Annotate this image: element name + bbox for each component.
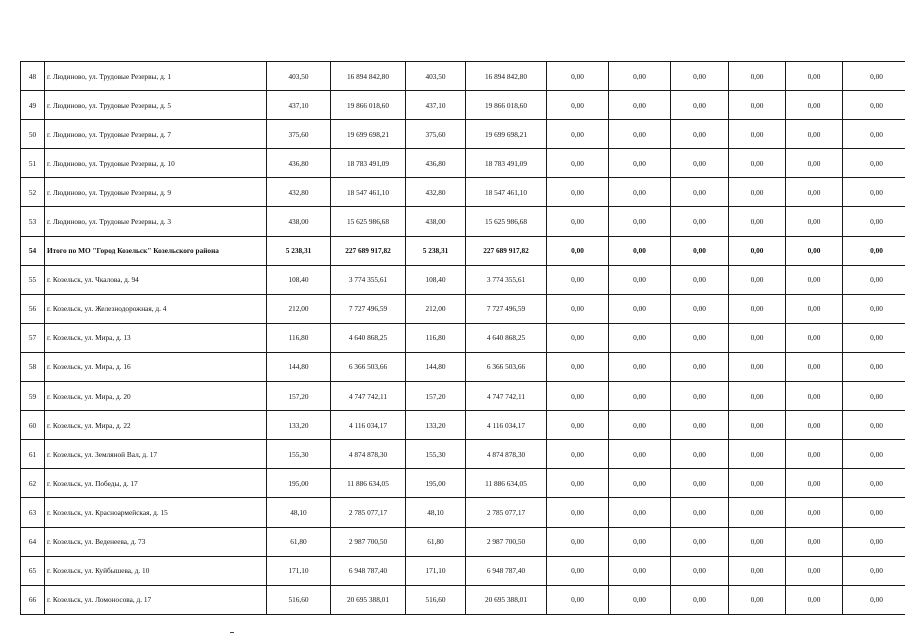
- zero-amount-cell: 0,00: [609, 323, 671, 352]
- zero-amount-cell: 0,00: [609, 585, 671, 614]
- amount-cell: 4 116 034,17: [331, 411, 406, 440]
- amount-cell: 18 547 461,10: [331, 178, 406, 207]
- zero-amount-cell: 0,00: [671, 294, 729, 323]
- zero-amount-cell: 0,00: [786, 294, 843, 323]
- zero-amount-cell: 0,00: [786, 62, 843, 91]
- amount-cell: 227 689 917,82: [331, 236, 406, 265]
- address-cell: г. Козельск, ул. Красноармейская, д. 15: [45, 498, 267, 527]
- zero-amount-cell: 0,00: [786, 149, 843, 178]
- address-cell: г. Людиново, ул. Трудовые Резервы, д. 9: [45, 178, 267, 207]
- amount-cell: 2 987 700,50: [466, 527, 547, 556]
- amount-cell: 4 640 868,25: [331, 323, 406, 352]
- zero-amount-cell: 0,00: [609, 411, 671, 440]
- zero-amount-cell: 0,00: [843, 178, 905, 207]
- zero-amount-cell: 0,00: [729, 62, 786, 91]
- zero-amount-cell: 0,00: [671, 440, 729, 469]
- amount-cell: 18 547 461,10: [466, 178, 547, 207]
- area-cell: 116,80: [406, 323, 466, 352]
- row-number-cell: 52: [21, 178, 45, 207]
- zero-amount-cell: 0,00: [547, 382, 609, 411]
- zero-amount-cell: 0,00: [843, 265, 905, 294]
- area-cell: 61,80: [406, 527, 466, 556]
- zero-amount-cell: 0,00: [729, 178, 786, 207]
- zero-amount-cell: 0,00: [671, 352, 729, 381]
- area-cell: 48,10: [406, 498, 466, 527]
- zero-amount-cell: 0,00: [729, 323, 786, 352]
- area-cell: 5 238,31: [406, 236, 466, 265]
- zero-amount-cell: 0,00: [609, 294, 671, 323]
- zero-amount-cell: 0,00: [786, 440, 843, 469]
- zero-amount-cell: 0,00: [729, 352, 786, 381]
- table-row: [21, 556, 905, 585]
- amount-cell: 20 695 388,01: [466, 585, 547, 614]
- zero-amount-cell: 0,00: [671, 149, 729, 178]
- row-number-cell: 48: [21, 62, 45, 91]
- area-cell: 375,60: [267, 120, 331, 149]
- table-row: [21, 265, 905, 294]
- zero-amount-cell: 0,00: [609, 382, 671, 411]
- zero-amount-cell: 0,00: [671, 265, 729, 294]
- area-cell: 437,10: [267, 91, 331, 120]
- zero-amount-cell: 0,00: [843, 411, 905, 440]
- area-cell: 212,00: [267, 294, 331, 323]
- zero-amount-cell: 0,00: [786, 352, 843, 381]
- zero-amount-cell: 0,00: [609, 236, 671, 265]
- area-cell: 116,80: [267, 323, 331, 352]
- zero-amount-cell: 0,00: [786, 236, 843, 265]
- zero-amount-cell: 0,00: [729, 527, 786, 556]
- zero-amount-cell: 0,00: [729, 440, 786, 469]
- area-cell: 155,30: [406, 440, 466, 469]
- table-total-row: [21, 236, 905, 265]
- address-cell: г. Козельск, ул. Чкалова, д. 94: [45, 265, 267, 294]
- area-cell: 61,80: [267, 527, 331, 556]
- zero-amount-cell: 0,00: [843, 120, 905, 149]
- zero-amount-cell: 0,00: [609, 149, 671, 178]
- zero-amount-cell: 0,00: [729, 498, 786, 527]
- area-cell: 155,30: [267, 440, 331, 469]
- zero-amount-cell: 0,00: [671, 382, 729, 411]
- zero-amount-cell: 0,00: [729, 207, 786, 236]
- table-row: [21, 527, 905, 556]
- zero-amount-cell: 0,00: [786, 527, 843, 556]
- address-cell: г. Козельск, ул. Веденеева, д. 73: [45, 527, 267, 556]
- amount-cell: 16 894 842,80: [331, 62, 406, 91]
- zero-amount-cell: 0,00: [609, 207, 671, 236]
- area-cell: 432,80: [406, 178, 466, 207]
- zero-amount-cell: 0,00: [843, 440, 905, 469]
- zero-amount-cell: 0,00: [547, 556, 609, 585]
- address-cell: г. Козельск, ул. Мира, д. 16: [45, 352, 267, 381]
- table-row: [21, 585, 905, 614]
- zero-amount-cell: 0,00: [786, 265, 843, 294]
- amount-cell: 15 625 986,68: [331, 207, 406, 236]
- zero-amount-cell: 0,00: [547, 178, 609, 207]
- zero-amount-cell: 0,00: [547, 294, 609, 323]
- zero-amount-cell: 0,00: [671, 62, 729, 91]
- zero-amount-cell: 0,00: [729, 382, 786, 411]
- address-cell: Итого по МО "Город Козельск" Козельского района: [45, 236, 267, 265]
- zero-amount-cell: 0,00: [843, 556, 905, 585]
- zero-amount-cell: 0,00: [729, 556, 786, 585]
- area-cell: 375,60: [406, 120, 466, 149]
- zero-amount-cell: 0,00: [786, 556, 843, 585]
- row-number-cell: 57: [21, 323, 45, 352]
- address-cell: г. Козельск, ул. Мира, д. 13: [45, 323, 267, 352]
- amount-cell: 2 987 700,50: [331, 527, 406, 556]
- amount-cell: 11 886 634,05: [466, 469, 547, 498]
- zero-amount-cell: 0,00: [547, 149, 609, 178]
- zero-amount-cell: 0,00: [671, 178, 729, 207]
- zero-amount-cell: 0,00: [609, 178, 671, 207]
- area-cell: 133,20: [406, 411, 466, 440]
- zero-amount-cell: 0,00: [547, 62, 609, 91]
- amount-cell: 4 747 742,11: [466, 382, 547, 411]
- amount-cell: 7 727 496,59: [331, 294, 406, 323]
- zero-amount-cell: 0,00: [729, 585, 786, 614]
- zero-amount-cell: 0,00: [843, 585, 905, 614]
- zero-amount-cell: 0,00: [671, 323, 729, 352]
- row-number-cell: 63: [21, 498, 45, 527]
- zero-amount-cell: 0,00: [671, 527, 729, 556]
- amount-cell: 19 866 018,60: [466, 91, 547, 120]
- amount-cell: 4 640 868,25: [466, 323, 547, 352]
- address-cell: г. Козельск, ул. Ломоносова, д. 17: [45, 585, 267, 614]
- address-cell: г. Людиново, ул. Трудовые Резервы, д. 10: [45, 149, 267, 178]
- address-cell: г. Козельск, ул. Мира, д. 20: [45, 382, 267, 411]
- zero-amount-cell: 0,00: [786, 498, 843, 527]
- zero-amount-cell: 0,00: [843, 469, 905, 498]
- zero-amount-cell: 0,00: [609, 527, 671, 556]
- area-cell: 195,00: [406, 469, 466, 498]
- amount-cell: 3 774 355,61: [331, 265, 406, 294]
- zero-amount-cell: 0,00: [547, 207, 609, 236]
- zero-amount-cell: 0,00: [671, 585, 729, 614]
- zero-amount-cell: 0,00: [786, 91, 843, 120]
- area-cell: 516,60: [406, 585, 466, 614]
- zero-amount-cell: 0,00: [609, 62, 671, 91]
- area-cell: 436,80: [406, 149, 466, 178]
- area-cell: 403,50: [267, 62, 331, 91]
- row-number-cell: 64: [21, 527, 45, 556]
- area-cell: 438,00: [267, 207, 331, 236]
- area-cell: 144,80: [406, 352, 466, 381]
- amount-cell: 18 783 491,09: [331, 149, 406, 178]
- zero-amount-cell: 0,00: [547, 265, 609, 294]
- zero-amount-cell: 0,00: [671, 120, 729, 149]
- register-table: [20, 61, 905, 615]
- area-cell: 108,40: [406, 265, 466, 294]
- table-row: [21, 469, 905, 498]
- zero-amount-cell: 0,00: [609, 498, 671, 527]
- zero-amount-cell: 0,00: [843, 62, 905, 91]
- zero-amount-cell: 0,00: [671, 469, 729, 498]
- address-cell: г. Людиново, ул. Трудовые Резервы, д. 3: [45, 207, 267, 236]
- zero-amount-cell: 0,00: [786, 178, 843, 207]
- zero-amount-cell: 0,00: [609, 469, 671, 498]
- scan-mark: [230, 632, 234, 633]
- zero-amount-cell: 0,00: [547, 498, 609, 527]
- zero-amount-cell: 0,00: [609, 91, 671, 120]
- table-row: [21, 352, 905, 381]
- amount-cell: 4 747 742,11: [331, 382, 406, 411]
- amount-cell: 6 948 787,40: [466, 556, 547, 585]
- zero-amount-cell: 0,00: [729, 411, 786, 440]
- zero-amount-cell: 0,00: [786, 469, 843, 498]
- table-row: [21, 382, 905, 411]
- zero-amount-cell: 0,00: [786, 382, 843, 411]
- amount-cell: 6 948 787,40: [331, 556, 406, 585]
- zero-amount-cell: 0,00: [547, 120, 609, 149]
- row-number-cell: 62: [21, 469, 45, 498]
- row-number-cell: 53: [21, 207, 45, 236]
- zero-amount-cell: 0,00: [786, 120, 843, 149]
- row-number-cell: 54: [21, 236, 45, 265]
- zero-amount-cell: 0,00: [671, 207, 729, 236]
- amount-cell: 11 886 634,05: [331, 469, 406, 498]
- row-number-cell: 49: [21, 91, 45, 120]
- amount-cell: 6 366 503,66: [331, 352, 406, 381]
- amount-cell: 19 866 018,60: [331, 91, 406, 120]
- zero-amount-cell: 0,00: [671, 236, 729, 265]
- amount-cell: 20 695 388,01: [331, 585, 406, 614]
- table-row: [21, 91, 905, 120]
- area-cell: 171,10: [406, 556, 466, 585]
- zero-amount-cell: 0,00: [609, 556, 671, 585]
- area-cell: 436,80: [267, 149, 331, 178]
- row-number-cell: 59: [21, 382, 45, 411]
- zero-amount-cell: 0,00: [786, 585, 843, 614]
- row-number-cell: 60: [21, 411, 45, 440]
- zero-amount-cell: 0,00: [671, 556, 729, 585]
- zero-amount-cell: 0,00: [843, 323, 905, 352]
- zero-amount-cell: 0,00: [729, 294, 786, 323]
- zero-amount-cell: 0,00: [547, 323, 609, 352]
- zero-amount-cell: 0,00: [843, 382, 905, 411]
- area-cell: 157,20: [267, 382, 331, 411]
- amount-cell: 4 874 878,30: [466, 440, 547, 469]
- amount-cell: 16 894 842,80: [466, 62, 547, 91]
- address-cell: г. Людиново, ул. Трудовые Резервы, д. 5: [45, 91, 267, 120]
- amount-cell: 227 689 917,82: [466, 236, 547, 265]
- amount-cell: 2 785 077,17: [331, 498, 406, 527]
- area-cell: 133,20: [267, 411, 331, 440]
- area-cell: 48,10: [267, 498, 331, 527]
- area-cell: 432,80: [267, 178, 331, 207]
- zero-amount-cell: 0,00: [547, 91, 609, 120]
- area-cell: 212,00: [406, 294, 466, 323]
- zero-amount-cell: 0,00: [786, 207, 843, 236]
- zero-amount-cell: 0,00: [609, 120, 671, 149]
- table-row: [21, 294, 905, 323]
- zero-amount-cell: 0,00: [547, 469, 609, 498]
- amount-cell: 19 699 698,21: [466, 120, 547, 149]
- area-cell: 5 238,31: [267, 236, 331, 265]
- amount-cell: 4 116 034,17: [466, 411, 547, 440]
- zero-amount-cell: 0,00: [547, 352, 609, 381]
- zero-amount-cell: 0,00: [843, 498, 905, 527]
- zero-amount-cell: 0,00: [786, 323, 843, 352]
- area-cell: 157,20: [406, 382, 466, 411]
- address-cell: г. Козельск, ул. Железнодорожная, д. 4: [45, 294, 267, 323]
- row-number-cell: 51: [21, 149, 45, 178]
- row-number-cell: 55: [21, 265, 45, 294]
- zero-amount-cell: 0,00: [729, 120, 786, 149]
- zero-amount-cell: 0,00: [609, 265, 671, 294]
- amount-cell: 18 783 491,09: [466, 149, 547, 178]
- zero-amount-cell: 0,00: [729, 91, 786, 120]
- table-row: [21, 62, 905, 91]
- zero-amount-cell: 0,00: [671, 91, 729, 120]
- zero-amount-cell: 0,00: [729, 265, 786, 294]
- zero-amount-cell: 0,00: [547, 585, 609, 614]
- amount-cell: 7 727 496,59: [466, 294, 547, 323]
- row-number-cell: 58: [21, 352, 45, 381]
- area-cell: 171,10: [267, 556, 331, 585]
- table-row: [21, 323, 905, 352]
- area-cell: 437,10: [406, 91, 466, 120]
- amount-cell: 2 785 077,17: [466, 498, 547, 527]
- table-body: [21, 62, 905, 615]
- amount-cell: 6 366 503,66: [466, 352, 547, 381]
- address-cell: г. Козельск, ул. Куйбышева, д. 10: [45, 556, 267, 585]
- row-number-cell: 50: [21, 120, 45, 149]
- zero-amount-cell: 0,00: [671, 411, 729, 440]
- zero-amount-cell: 0,00: [671, 498, 729, 527]
- zero-amount-cell: 0,00: [843, 91, 905, 120]
- zero-amount-cell: 0,00: [843, 527, 905, 556]
- zero-amount-cell: 0,00: [843, 236, 905, 265]
- table-row: [21, 120, 905, 149]
- row-number-cell: 66: [21, 585, 45, 614]
- table-row: [21, 207, 905, 236]
- zero-amount-cell: 0,00: [843, 149, 905, 178]
- zero-amount-cell: 0,00: [547, 236, 609, 265]
- zero-amount-cell: 0,00: [843, 352, 905, 381]
- address-cell: г. Козельск, ул. Мира, д. 22: [45, 411, 267, 440]
- area-cell: 108,40: [267, 265, 331, 294]
- area-cell: 403,50: [406, 62, 466, 91]
- zero-amount-cell: 0,00: [547, 527, 609, 556]
- zero-amount-cell: 0,00: [729, 236, 786, 265]
- row-number-cell: 61: [21, 440, 45, 469]
- table-row: [21, 411, 905, 440]
- table-row: [21, 149, 905, 178]
- amount-cell: 15 625 986,68: [466, 207, 547, 236]
- zero-amount-cell: 0,00: [547, 411, 609, 440]
- row-number-cell: 65: [21, 556, 45, 585]
- area-cell: 195,00: [267, 469, 331, 498]
- address-cell: г. Козельск, ул. Земляной Вал, д. 17: [45, 440, 267, 469]
- zero-amount-cell: 0,00: [729, 469, 786, 498]
- table-row: [21, 440, 905, 469]
- zero-amount-cell: 0,00: [843, 207, 905, 236]
- area-cell: 144,80: [267, 352, 331, 381]
- zero-amount-cell: 0,00: [729, 149, 786, 178]
- zero-amount-cell: 0,00: [609, 352, 671, 381]
- address-cell: г. Людиново, ул. Трудовые Резервы, д. 7: [45, 120, 267, 149]
- amount-cell: 3 774 355,61: [466, 265, 547, 294]
- zero-amount-cell: 0,00: [547, 440, 609, 469]
- zero-amount-cell: 0,00: [786, 411, 843, 440]
- table-row: [21, 498, 905, 527]
- zero-amount-cell: 0,00: [609, 440, 671, 469]
- zero-amount-cell: 0,00: [843, 294, 905, 323]
- table-row: [21, 178, 905, 207]
- address-cell: г. Людиново, ул. Трудовые Резервы, д. 1: [45, 62, 267, 91]
- area-cell: 516,60: [267, 585, 331, 614]
- row-number-cell: 56: [21, 294, 45, 323]
- amount-cell: 19 699 698,21: [331, 120, 406, 149]
- area-cell: 438,00: [406, 207, 466, 236]
- address-cell: г. Козельск, ул. Победы, д. 17: [45, 469, 267, 498]
- amount-cell: 4 874 878,30: [331, 440, 406, 469]
